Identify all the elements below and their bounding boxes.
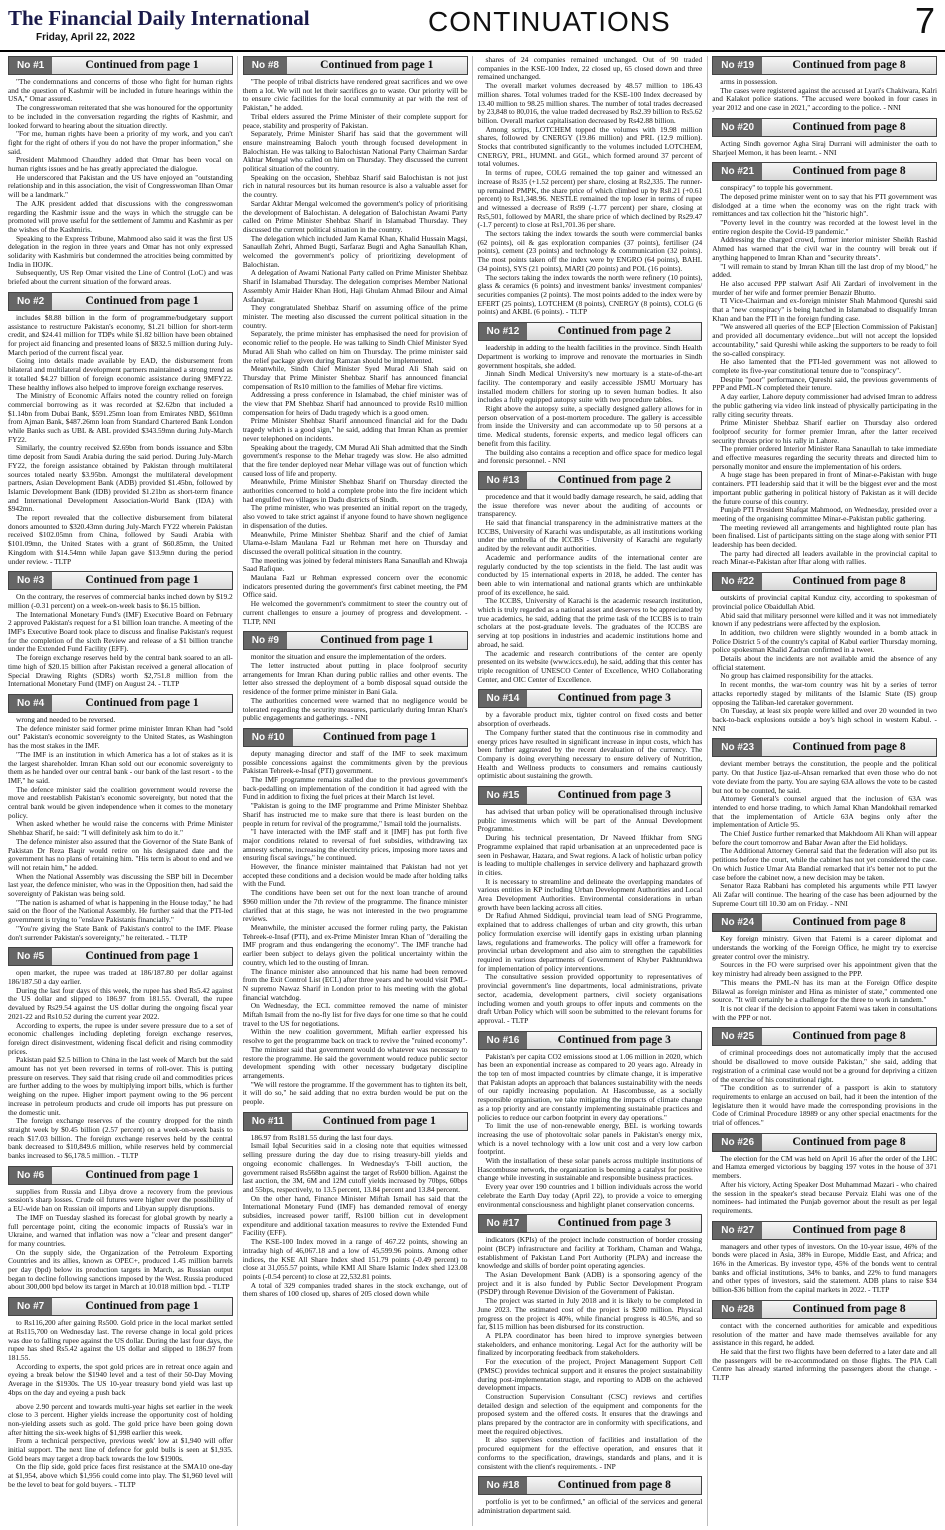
article-header [712, 1221, 937, 1240]
article-paragraph: During his technical presentation, Dr Naveed Iftikhar from SNG Programme explained that rapid urbanisation at an unprecedented pace is seen in Peshawar, Hazara, and Swat regions. A lack of holistic urban policy is leading to multiple challenges in service delivery and haphazard growth in cities. [477, 833, 703, 877]
article [712, 572, 937, 733]
article-paragraph: The academic and research contributions of the center are openly presented on its website (www.iccs.edu), he said, adding that this center has triple recognition of UNESCO Center of Excellence, WHO Collaborating Center, and OIC Center of Excellence. [477, 648, 703, 684]
article-paragraph: Sources in the FO were surprised over his appointment given that the key ministry had already been assigned to the PPP. [712, 960, 937, 979]
article-paragraph: includes $8.88 billion in the form of programme/budgetary support assistance to restructure Pakistan's economy, $1.21 billion for short-term credit, and $24.41 million for TDPs while $1.82 billion have been obtained for project aid financing and presented loans of $832.5 million during July-March period of the current fiscal year. [8, 312, 233, 357]
article-paragraph: Prime Minister Shehbaz Sharif announced financial aid for the Dadu tragedy which is a good sign," he said, adding that Imran Khan as premier never telephoned on incidents. [242, 416, 468, 443]
article-paragraph: Within the new coalition government, Miftah earlier expressed his resolve to get the programme back on track to revive the "ruined economy". [242, 1027, 468, 1046]
article-paragraph: On the supply side, the Organization of the Petroleum Exporting Countries and its allies, known as OPEC+, produced 1.45 million barrels per day (bpd) below its production targets in March, as Russian output began to decline following sanctions imposed by the West. Russia produced about 300,000 bpd below its target in March at 10.018 million bpd. - TLTP [8, 1247, 233, 1292]
article-paragraph: Similarly, the country received $2.69bn from bonds issuance and $3bn time deposit from Saudi Arabia during the said period. During July-March FY22, the foreign assistance obtained by Pakistan through multilateral sources totaled nearly $3.95bn. Amongst the multilateral development partners, Asian Development Bank (ADB) provided $1.45bn, followed by Islamic Development Bank (IDB) provided $1.21bn as short-term finance and International Development Association-World Bank (IDA) with $942mn. [8, 443, 233, 514]
article-header [243, 631, 468, 650]
article-paragraph: According to experts, the rupee is under severe pressure due to a set of economic challenges including depleting foreign exchange reserves, foreign direct disinvestment, widening fiscal deficit and rising commodity prices. [8, 1020, 233, 1056]
article-paragraph: Details about the incidents are not available amid the absence of any official statement. [712, 654, 937, 672]
article [478, 1214, 703, 1471]
article-number-badge: No #6 [9, 1167, 52, 1184]
article-paragraph: The cases were registered against the accused at Lyari's Chakiwara, Kalri and Kalakot police stations. "The accused were booked in four cases in year 2012 and one case in 2021," according to the police. - NNI [712, 85, 937, 113]
continued-from-label: Continued from page 3 [557, 1033, 671, 1046]
article-paragraph: The conditions have been set out for the next loan tranche of around $960 million under the 7th review of the programme. The finance minister clarified that at this stage, he was not interested in the two programme reviews. [242, 888, 468, 924]
article-paragraph: above 2.90 percent and towards multi-year highs set earlier in the week close to 3 percent. Higher yields increase the opportunity cost of holding non-yielding assets such as gold. The gold price have been going down after hitting the six-week highs of $1,998 earlier this week. [8, 1401, 233, 1437]
article [243, 631, 468, 723]
article-paragraph: The foreign exchange reserves held by the central bank soared to an all-time high of $20.15 billion after Pakistan received a general allocation of Special Drawing Rights (SDRs) worth $2,751.8 million from the International Monetary Fund (IMF) on August 24. - TLTP [8, 653, 233, 689]
continued-from-label: Continued from page 1 [85, 950, 199, 963]
article-paragraph: A PLPA coordinator has been hired to improve synergies between stakeholders, and enhance monitoring. Legal Act for the authority will be finalized by incorporating feedback from stakeholders. [477, 1331, 703, 1358]
article-paragraph: It is necessary to streamline and delineate the overlapping mandates of various entities in KP including Urban Development Authorities and Local Area Development Authorities. Environmental considerations in urban growth have been lacking across all cities. [477, 876, 703, 912]
article-paragraph: The defence minister said former prime minister Imran Khan had "sold out" Pakistan's economic sovereignty to the United States, as Washington has the most stakes in the IMF. [8, 723, 233, 751]
article-paragraph: In recent months, the war-torn country was hit by a series of terror attacks reportedly staged by militants of the Islamic State (IS) group opposing the Taliban-led caretaker government. [712, 680, 937, 707]
article-header [712, 56, 937, 75]
article-number-badge: No #22 [713, 573, 762, 590]
article-paragraph: In addition, two children were slightly wounded in a bomb attack in Police District 5 of the country's capital of Kabul earlier Thursday morning, police spokesman Khalid Zadran confirmed in a tweet. [712, 627, 937, 655]
continued-from-label: Continued from page 2 [557, 473, 671, 486]
article [712, 1300, 937, 1383]
article-paragraph: The IMF programme remains stalled due to the previous government's back-pedalling on implementation of the condition it had agreed with the Fund in addition to fixing the fuel prices at their March 1st level. [242, 775, 468, 802]
article-paragraph: He underscored that Pakistan and the US have enjoyed an "outstanding relationship and in this association, the visit of Congresswoman Ilhan Omar will be a landmark." [8, 172, 233, 200]
article-header [712, 1300, 937, 1319]
article-paragraph: Subsequently, US Rep Omar visited the Line of Control (LoC) and was briefed about the current situation of the forward areas. [8, 268, 233, 287]
article-header [712, 913, 937, 932]
article-header [8, 56, 233, 75]
continued-from-label: Continued from page 2 [557, 325, 671, 338]
article-header [712, 162, 937, 181]
article-paragraph: A total of 329 companies traded shares in the stock exchange, out of them shares of 100 closed up, shares of 205 closed down while [242, 1280, 468, 1299]
article-number-badge: No #23 [713, 739, 762, 756]
article [712, 738, 937, 908]
article-paragraph: The sectors taking the index towards the south were commercial banks (62 points), oil & gas exploration companies (37 points), fertiliser (24 points), cement (23 points) and technology & communication (32 points). The most points taken off the index were by ENGRO (64 points), BAHL (34 points), SYS (21 points), MARI (20 points) and POL (16 points). [477, 229, 703, 273]
article [478, 56, 703, 317]
article-paragraph: A delegation of Awami National Party called on Prime Minister Shehbaz Sharif in Islamabad Thursday. The delegation comprises Member National Assembly Amir Haider Khan Hoti, Haji Ghulam Ahmad Bilour and Aimal Asfandyar. [242, 268, 468, 304]
continued-from-label: Continued from page 1 [85, 574, 199, 587]
article-paragraph: Ismail Iqbal Securities said in a closing note that equities witnessed selling pressure during the day due to rising treasury-bill yields and ongoing economic challenges. In Wednesday's T-bill auction, the government raised Rs568bn against the target of Rs600 billion. Against the last auction, the 3M, 6M and 12M cutoff yields increased by 70bps, 60bps and 55bps, respectively, to 13.5 percent, 13.84 percent and 13.84 percent. [242, 1141, 468, 1194]
article [712, 162, 937, 567]
continued-from-label: Continued from page 1 [320, 634, 434, 647]
continued-from-label: Continued from page 8 [792, 1030, 906, 1043]
article-paragraph: He also accused PPP stalwart Asif Ali Zardari of involvement in the murder of her wife and former premier Benazir Bhutto. [712, 278, 937, 297]
article-paragraph: On the other hand, Finance Minister Miftah Ismail has said that the International Monetary Fund (IMF) has demanded removal of energy subsidies, increased power tariff, Rs100 billion cut in development expenditure and additional taxation measures to revive the Extended Fund Facility (EFF). [242, 1193, 468, 1238]
continued-from-label: Continued from page 8 [792, 1302, 906, 1315]
article-paragraph: Punjab PTI President Shafqat Mahmood, on Wednesday, presided over a meeting of the organising committee Minar-e-Pakistan public gathering. [712, 505, 937, 523]
article-paragraph: He welcomed the government's commitment to steer the country out of current challenges to ensure a journey of progress and development. - TLTP, NNI [242, 599, 468, 626]
continued-from-label: Continued from page 1 [322, 730, 437, 743]
article-paragraph: The defence minister also assured that the Governor of the State Bank of Pakistan Dr Reza Baqir would retire on his designated date and the government has no plans of retaining him. "His term is about to end and we will not retain him," he added. [8, 836, 233, 872]
article-paragraph: contact with the concerned authorities for amicable and expeditious resolution of the matter and have made themselves available for any assistance in this regard, he added. [712, 1320, 937, 1348]
article-number-badge: No #9 [244, 632, 287, 649]
article-paragraph: arms in possession. [720, 77, 778, 86]
continued-from-label: Continued from page 1 [85, 1300, 199, 1313]
article-paragraph: The consultative session provided opportunity to representatives of provincial government's line departments, local administrations, private sector, academia, development partners, civil society organisations including women and youth groups to offer inputs and comments on the draft Urban Policy which will soon be submitted to the relevant forums for approval. - TLTP [477, 972, 703, 1025]
article-header [8, 694, 233, 713]
article [243, 728, 468, 1107]
article-paragraph: monitor the situation and ensure the implementation of the orders. [250, 652, 447, 662]
article-header [8, 1166, 233, 1185]
article-paragraph: "This means the PML-N has its man at the Foreign Office despite Bilawal as foreign minister and Hina as minister of state," commented one source. "It will certainly be a challenge for the three to work in tandem." [712, 977, 937, 1005]
article-paragraph: "The condemnations and concerns of those who fight for human rights and the question of Kashmir will be included in future hearings within the USA," Omar assured. [8, 77, 233, 104]
article [8, 1166, 233, 1292]
article-number-badge: No #24 [713, 914, 762, 931]
article-number-badge: No #4 [9, 695, 52, 712]
article-header [712, 1133, 937, 1152]
article-paragraph: Maulana Fazl ur Rehman expressed concern over the economic indicators presented during the government's first cabinet meeting, the PM Office said. [242, 573, 468, 600]
article-paragraph: Prime Minister Shehbaz Sharif earlier on Thursday also ordered foolproof security for former premier Imran, after the latter received security threats prior to his rally in Lahore. [712, 418, 937, 445]
article-header [712, 738, 937, 757]
article-paragraph: The defence minister said the coalition government would reverse the move and reestablish Pakistan's economic sovereignty, but noted that the central bank would be given independence when it comes to the monetary policy. [8, 784, 233, 820]
article-number-badge: No #28 [713, 1301, 762, 1318]
article-paragraph: Every year over 190 countries and 1 billion individuals across the world celebrate the Earth Day today (April 22), to provide a voice to emerging environmental consciousness and highlight planet conservation concerns. [477, 1182, 703, 1209]
article-paragraph: For the execution of the project, Project Management Support Cell (PMSC) provides technical support and it ensures the project sustainability during post-implementation stage, and reporting to ADB on the achieved development impacts. [477, 1357, 703, 1393]
article-paragraph: Among scrips, LOTCHEM topped the volumes with 19.98 million shares, followed by CNERGY (19.86 million) and PRL (12.9 million). Stocks that contributed significantly to the volumes included LOTCHEM, CNERGY, PRL, HUMNL and GGL, which formed around 37 percent of total volumes. [477, 124, 703, 169]
article-paragraph: "We will restore the programme. If the government has to tighten its belt, it will do so," he said adding that no extra burden would be put on the people. [242, 1079, 468, 1107]
article-paragraph: The ICCBS, University of Karachi is the academic research institution, which is truly regarded as a national asset and deserves to be appreciated by true academics, he said, adding that the prime task of the ICCBS is to train scholars at the post-graduate levels. The graduates of the ICCBS are serving at top positions in industries and academic institutions home and abroad, he said. [477, 596, 703, 649]
article-paragraph: indicators (KPIs) of the project include construction of border crossing point (BCP) infrastructure and facility at Torkham, Chaman and Wahga, establishment of Pakistan Land Port Authority (PLPA) and increase the knowledge and skills of border point operating agencies. [477, 1235, 703, 1271]
article-paragraph: However, the finance minister maintained that Pakistan had not yet accepted these conditions and a decision would be made after holding talks with the Fund. [242, 862, 468, 889]
article-paragraph: "The condition as to surrender of a passport is akin to statutory requirements to enlarge an accused on bail, had it been the intention of the legislature then it would have made the corresponding provisions in the Code of Criminal Procedure 18989 or any other special enactments for the trial of offences." [712, 1083, 937, 1128]
article [712, 56, 937, 113]
article-paragraph: Meanwhile, Prime Minister Shehbaz Sharif on Thursday directed the authorities concerned to hold a complete probe into the fire incident which had engulfed two villages in Dadu districts of Sindh. [242, 477, 468, 504]
article-number-badge: No #13 [479, 472, 528, 489]
article-number-badge: No #16 [479, 1032, 528, 1049]
article-paragraph: The premier ordered Interior Minister Rana Sanaullah to take immediate and effective measures regarding the security threats and directed him to personally monitor and ensure the implementation of his orders. [712, 444, 937, 471]
article-header [8, 571, 233, 590]
article-paragraph: The foreign exchange reserves of the country dropped for the ninth straight week by $0.45 billion (2.57 percent) on a week-on-week basis to reach $17.03 billion. The foreign exchange reserves held by the central bank decreased to $10,849.6 million, while reserves held by commercial banks increased to $6,178.5 million. - TLTP [8, 1116, 233, 1161]
article-paragraph: The letter instructed about putting in place foolproof security arrangements for Imran Khan during public rallies and other events. The letter also stressed the deployment of a bomb disposal squad outside the residence of the former prime minister in Bani Gala. [242, 661, 468, 697]
article [478, 689, 703, 781]
article-paragraph: Speaking to the Express Tribune, Mahmood also said it was the first US delegation in the region in three years and Omar has not only expressed solidarity with Kashmiris but condemned the atrocities being committed by India in IIOJK. [8, 233, 233, 269]
article-paragraph: Pakistan paid $2.5 billion to China in the last week of March but the said amount has not yet been reversed in terms of roll-over. This is putting pressure on reserves. They said that rising crude oil and commodities prices are further adding to the woes by multiplying import bills, which is further weighing on the rupee. Higher import payment owing to the 96 percent increase in petroleum products and crude oil imports has put pressure on the domestic unit. [8, 1055, 233, 1117]
continued-from-label: Continued from page 1 [322, 1114, 436, 1127]
continued-from-label: Continued from page 3 [557, 692, 671, 705]
article [478, 322, 703, 466]
continued-from-label: Continued from page 8 [792, 120, 906, 133]
article [8, 947, 233, 1160]
article-header [478, 689, 703, 708]
article-paragraph: "The nation is ashamed of what is happening in the House today," he had said on the floor of the National Assembly. He further said that the PTI-led government is trying to "enslave Pakistanis financially." [8, 897, 233, 925]
article-number-badge: No #1 [9, 57, 52, 74]
article-paragraph: Senator Raza Rabbani has completed his arguments while PTI lawyer Ali Zafar will continue. The hearing of the case has been adjourned by the Supreme Court till 10.30 am on Friday. - NNI [712, 881, 937, 908]
article-paragraph: The International Monetary Fund's (IMF) Executive Board on February 2 approved Pakistan's request for a $1 billion loan tranche. A meeting of the IMF's Executive Board took place to discuss and finalise Pakistan's request for the completion of the sixth Review and release of a $1 billion tranche under the Extended Fund Facility (EFF). [8, 609, 233, 654]
article-paragraph: The finance minister also announced that his name had been removed from the Exit Control List (ECL) after three years and he would visit PML-N supremo Nawaz Sharif in London prior to his meeting with the global financial watchdog. [242, 966, 468, 1002]
article [8, 694, 233, 942]
article-header [478, 322, 703, 341]
article-paragraph: When the National Assembly was discussing the SBP bill in December last year, the defence minister, who was in the Opposition then, had said the sovereignty of Pakistan was being sold. [8, 871, 233, 899]
continued-from-label: Continued from page 8 [792, 1135, 906, 1148]
article-paragraph: When asked whether he would raise the concerns with Prime Minister Shehbaz Sharif, he said: "I will definitely ask him to do it." [8, 819, 233, 838]
article-paragraph: procedence and that it would badly damage research, he said, adding that the issue therefore was never about the auditing of accounts or transparency. [477, 491, 703, 519]
article-paragraph: by a favorable product mix, tighter control on fixed costs and better absorption of overheads. [477, 710, 703, 729]
article-paragraph: The election for the CM was held on April 16 after the order of the LHC and Hamza emerged victorious by bagging 197 votes in the house of 371 members. [712, 1153, 937, 1181]
article [478, 471, 703, 684]
article-header [8, 947, 233, 966]
continued-from-label: Continued from page 8 [792, 916, 906, 929]
article [8, 1403, 233, 1490]
continued-from-label: Continued from page 8 [792, 575, 906, 588]
article-number-badge: No #21 [713, 163, 762, 180]
article-paragraph: leadership in adding to the health facilities in the province. Sindh Health Department is working to improve and renovate the mortuaries in Sindh government hospitals, she added. [477, 343, 703, 370]
article-paragraph: Addressing the charged crowd, former interior minister Sheikh Rashid Ahmed has warned that the civil war in the country will break out if anything happened to Imran Khan and "security threats". [712, 235, 937, 262]
article-paragraph: The minister said that government would do whatever was necessary to restore the programme. He said the government would reduce public sector development spending with other necessary budgetary discipline arrangements. [242, 1044, 468, 1080]
article-number-badge: No #26 [713, 1134, 762, 1151]
article-paragraph: 186.97 from Rs181.55 during the last four days. [250, 1132, 393, 1142]
article-paragraph: deviant member betrays the constitution, the people and the political party. On that Justice Ijaz-ul-Ahsan remarked that even those who do not vote deviate from the party. You are saying 63A allows the vote to be casted but not to be counted, he said. [712, 759, 937, 795]
article-paragraph: The authorities concerned were warned that no negligence would be tolerated regarding the security measures, particularly during Imran Khan's public engagements and gatherings. - NNI [242, 695, 468, 723]
article-paragraph: Dr Rafiud Ahmed Siddiqui, provincial team lead of SNG Programme, explained that to address challenges of urban and city growth, this urban policy formulation exercise will identify gaps in existing urban planning laws, regulations and frameworks. The policy will offer a framework for provincial urban development and also aim to strengthen the capabilities required in various departments of Government of Khyber Pakhtunkhwa for implementation of policy interventions. [477, 911, 703, 973]
article-paragraph: wrong and needed to be reversed. [16, 715, 116, 724]
article-paragraph: It also supervises construction of facilities and installation of the procured equipment for the effective operation, and ensures that it conforms to the specification, drawings, standards and plans, and it is consistent with the client's requirements. - INP [477, 1435, 703, 1471]
article [478, 1476, 703, 1515]
article-paragraph: The building also contains a reception and office space for medico legal and forensic personnel. - NNI [477, 447, 703, 466]
article-paragraph: A huge stage has been prepared in front of Minar-e-Pakistan with huge containers. PTI leadership said that it will be the biggest ever and the most important public gathering in political history of Pakistan as it will decide the future course of this country. [712, 470, 937, 506]
article-paragraph: The Ministry of Economic Affairs noted the country relied on foreign commercial borrowing as it was recorded at $2.62bn that included a $1.14bn from Dubai Bank, $591.25mn loan from Emirates NBD, $610mn from Ajman Bank, $487.26mn loan from Standard Chartered Bank London while Banks such as UBL & ABL provided $343.59mn during July-March FY22. [8, 391, 233, 444]
article-paragraph: Attorney General's counsel argued that the inclusion of 63A was intended to end horse trading, to which Jamal Khan Mandokhail remarked that the implementation of Article 63A begins only after the implementation of Article 95. [712, 794, 937, 830]
continued-from-label: Continued from page 1 [85, 1168, 199, 1181]
article-number-badge: No #12 [479, 323, 528, 340]
article [478, 786, 703, 1026]
article-number-badge: No #5 [9, 948, 52, 965]
article-number-badge: No #3 [9, 572, 52, 589]
article-paragraph: shares of 24 companies remained unchanged. Out of 90 traded companies in the KSE-100 Index, 22 closed up, 65 closed down and three remained unchanged. [477, 55, 703, 82]
article-paragraph: The Company further stated that the continuous rise in commodity and energy prices have resulted in significant increase in input costs, which has been further aggravated by the recent devaluation of the currency. The Company is doing everything necessary to ensure delivery of Nutrition, Health and Wellness products to consumers and remains cautiously optimistic about sustaining the growth. [477, 727, 703, 781]
article-paragraph: "For me, human rights have been a priority of my work, and you can't fight for the right of others if you do not have the proper information," she said. [8, 129, 233, 156]
article-paragraph: In terms of rupee, COLG remained the top gainer and witnessed an increase of Rs35 (+1.52 percent) per share, closing at Rs2,335. The runner-up remained PMPK, the share price of which climbed up by Rs8.21 (+0.61 percent) to Rs1,348.96. NESTLE remained the top loser in terms of rupee and witnessed a decrease of Rs99 (-1.77 percent) per share, closing at Rs5,501, followed by MARI, the share price of which declined by Rs29.47 (-1.7 percent) to close at Rs1,701.36 per share. [477, 168, 703, 230]
article-paragraph: During the last four days of this week, the rupee has shed Rs5.42 against the US dollar and slipped to 186.97 from 181.55. Overall, the rupee devalued by Rs29.54 against the US dollar during the ongoing fiscal year 2021-22 and Rs10.52 during the current year 2022. [8, 985, 233, 1021]
article-paragraph: Meanwhile, Sindh Chief Minister Syed Murad Ali Shah said on Thursday that Prime Minister Shehbaz Sharif has announced financial compensation of Rs10 million to the families of Mehar fire victims. [242, 364, 468, 391]
continued-from-label: Continued from page 8 [792, 165, 906, 178]
article-paragraph: Acting Sindh governor Agha Siraj Durrani will administer the oath to Sharjeel Memon, it has been learnt. - NNI [712, 138, 937, 157]
article-paragraph: The IMF on Tuesday slashed its forecast for global growth by nearly a full percentage point, citing the economic impacts of Russia's war in Ukraine, and warned that inflation was now a "clear and present danger" for many countries. [8, 1212, 233, 1248]
article-paragraph: After his victory, Acting Speaker Dost Muhammad Mazari - who chaired the session in the speaker's stead because Pervaiz Elahi was one of the nominees- had intimated the Punjab governor about the result as per legal requirements. [712, 1179, 937, 1215]
article-paragraph: Key foreign ministry. Given that Fatemi is a career diplomat and understands the working of the Foreign Office, he might try to exercise greater control over the ministry. [712, 934, 937, 961]
article-paragraph: The congresswoman reiterated that she was honoured for the opportunity to be included in the conversation regarding the rights of Kashmir, and looked forward to hearing about the situation directly. [8, 103, 233, 130]
article-paragraph: Speaking about the tragedy, CM Murad Ali Shah admitted that the Sindh government's response to the Mehar tragedy was slow. He also admitted that the fire tender deployed near Mehar village was out of function which caused loss of life and property. [242, 442, 468, 478]
article [712, 1027, 937, 1127]
article-header [478, 1031, 703, 1050]
article-paragraph: "We answered all queries of the ECP [Election Commission of Pakistan] and provided all documentary evidence...but will not accept the lopsided accountability," said Qureshi while asking the supporters to be ready to foil the so-called conspiracy. [712, 322, 937, 358]
continued-from-label: Continued from page 1 [85, 294, 199, 307]
article-paragraph: Going into details made available by EAD, the disbursement from bilateral and multilateral development partners maintained a strong trend as it totalled $4.27 billion of foreign economic assistance during 9MFY22. These healthy inflows also helped to improve foreign exchange reserves. [8, 356, 233, 392]
article-paragraph: Abid said that military personnel were killed and it was not immediately known if any pedestrians were affected by the explosion. [712, 610, 937, 629]
article-header [478, 1214, 703, 1233]
continued-from-label: Continued from page 3 [557, 1217, 671, 1230]
article-number-badge: No #27 [713, 1222, 762, 1239]
article-paragraph: Separately, Prime Minister Sharif has said that the government will ensure mainstreaming Baloch youth through focused development in Balochistan. He was talking to Balochistan National Party Chairman Sardar Akhtar Mengal who called on him on Thursday. They discussed the current political situation of the country. [242, 129, 468, 174]
article-header [8, 292, 233, 311]
article-paragraph: The report revealed that the collective disbursement from bilateral donors amounted to $320.43mn during July-March FY22 wherein Pakistan received $102.05mn from China, followed by Saudi Arabia with $101.09mn, the United States with a grant of $60.85mn, the United Kingdom with $14.54mn while Japan gave $13.9mn during the period under review. - TLTP [8, 513, 233, 566]
article-paragraph: "I will remain to stand by Imran Khan till the last drop of my blood," he added. [712, 261, 937, 280]
article-header [478, 1476, 703, 1495]
article-number-badge: No #18 [479, 1477, 528, 1494]
article-paragraph: The meeting was joined by federal ministers Rana Sanaullah and Khwaja Saad Rafique. [242, 555, 468, 574]
article-paragraph: The Asian Development Bank (ADB) is a sponsoring agency of the project and it is also funded by Public Sector Development Program (PSDP) through Revenue Division of the Government of Pakistan. [477, 1270, 703, 1297]
article-header [478, 786, 703, 805]
article-number-badge: No #20 [713, 119, 762, 136]
article-paragraph: They congratulated Shehbaz Sharif on assuming office of the prime minister. The meeting also discussed the current political situation in the country. [242, 303, 468, 330]
article-paragraph: He also lamented that the PTI-led government was not allowed to complete its five-year constitutional tenure due to "conspiracy". [712, 357, 937, 375]
article [478, 1031, 703, 1210]
continued-from-label: Continued from page 1 [85, 59, 199, 71]
section-title: CONTINUATIONS [428, 6, 671, 37]
article-paragraph: Despite "poor" performance, Qureshi said, the previous governments of PPP and PML-N completed their tenure. [712, 374, 937, 393]
article-paragraph: The sectors taking the index towards the north were refinery (10 points), glass & ceramics (6 points) and investment banks/ investment companies/ securities companies (2 points). The most points added to the index were by EFERT (25 points), LOTCHEM (8 points), CNERGY (8 points), COLG (6 points) and AKBL (6 points). - TLTP [477, 272, 703, 317]
article [8, 56, 233, 287]
article-number-badge: No #25 [713, 1028, 762, 1045]
article-paragraph: "Poverty level in the country was recorded at the lowest level in the entire region despite the Covid-19 pandemic." [712, 218, 937, 236]
article-paragraph: of criminal proceedings does not automatically imply that the accused should be disallowed to move outside Pakistan," she said, adding that registration of a criminal case would not be a ground for depriving a citizen of the exercise of his constitutional right. [712, 1048, 937, 1084]
article-columns [8, 56, 937, 1526]
article-paragraph: The Chief Justice further remarked that Makhdoom Ali Khan will appear before the court tomorrow and Babar Awan after the Eid holidays. [712, 829, 937, 847]
article-paragraph: Separately, the prime minister has emphasised the need for provision of economic relief to the people. He was talking to Sindh Chief Minister Syed Murad Ali Shah who called on him on Thursday. The prime minister said the relief package given during Ramzan should be implemented. [242, 329, 468, 365]
article-paragraph: On Tuesday, at least six people were killed and over 20 wounded in two back-to-back explosions outside a boy's high school in western Kabul. - NNI [712, 706, 937, 733]
article-paragraph: It is not clear if the decision to appoint Fatemi was taken in consultations with the PPP or not. [712, 1003, 937, 1022]
article [712, 1133, 937, 1216]
article-number-badge: No #10 [244, 729, 293, 746]
article-number-badge: No #7 [9, 1298, 52, 1315]
page-number: 7 [914, 0, 935, 41]
continued-from-label: Continued from page 8 [792, 59, 906, 71]
article-paragraph: He said that the first two flights have been deferred to a later date and all the passengers will be re-accommodated on those flights. The PIA Call Centre has already started informing the passengers about the change. - TLTP [712, 1346, 937, 1383]
article-paragraph: deputy managing director and staff of the IMF to seek maximum possible concessions against the commitments given by the previous Pakistan Tehreek-e-Insaf (PTI) government. [242, 748, 468, 776]
article-header [8, 1297, 233, 1316]
article-paragraph: portfolio is yet to be confirmed," an official of the services and general administration department said. [477, 1497, 703, 1515]
article [712, 913, 937, 1022]
article-paragraph: managers and other types of investors. On the 10-year issue, 46% of the bonds were placed in Asia, 38% in Europe, Middle East, and Africa; and 16% in the Americas. By investor type, 45% of the bonds went to central banks and official institutions, 34% to banks, and 22% to fund managers and other types of investors, said the statement. ADB plans to raise $34 billion-$36 billion from the capital markets in 2022. - TLTP [712, 1241, 937, 1295]
article-paragraph: Right above the autopsy suite, a specially designed gallery allows for in person observation of a post-mortem procedure. The gallery is accessible from inside the University and can accommodate up to 50 persons at a time. Medical students, forensic experts, and medico legal officers can benefit from this facility. [477, 404, 703, 448]
continued-from-label: Continued from page 8 [792, 741, 906, 754]
article-paragraph: The prime minister, who was presented an initial report on the tragedy, also vowed to take strict against if anyone found to have shown negligence in dispensation of the duties. [242, 503, 468, 530]
article-header [243, 728, 468, 747]
article [712, 1221, 937, 1295]
article-header [712, 1027, 937, 1046]
article [8, 571, 233, 689]
article-paragraph: From a technical perspective, previous week' low at $1,940 will offer initial support. The next line of defence for gold bulls is seen at $1,935. Gold bears may target a drop back towards the low $1900s. [8, 1436, 233, 1463]
article-paragraph: The AJK president added that discussions with the congresswoman regarding the Kashmir issue and the ways in which the struggle can be promoted will prove useful for the settlement of Jammu and Kashmir as per the wishes of the Kashmiris. [8, 198, 233, 234]
article-header [712, 118, 937, 137]
article-paragraph: Tribal elders assured the Prime Minister of their complete support for peace, stability and prosperity of Pakistan. [242, 111, 468, 130]
article-paragraph: President Mahmood Chaudhry added that Omar has been vocal on human rights issues and he has greatly appreciated the dialogue. [8, 155, 233, 174]
article-paragraph: Academic and performance audits of the international center are regularly conducted by the top scientists in the field. The last audit was conducted by 15 international experts in 2018, he added. The center has been able to win international and national grants which are unthinkable proof of its excellence, he said. [477, 552, 703, 597]
article-paragraph: "I have interacted with the IMF staff and it [IMF] has put forth five major conditions related to reversal of fuel subsidies, withdrawing tax amnesty scheme, increasing the electricity prices, imposing more taxes and ensuring fiscal savings," he continued. [242, 827, 468, 863]
article-paragraph: According to experts, the spot gold prices are in retreat once again and eyeing a break below the $1940 level and a test of their 50-Day Moving Average in the $1930s. The US 10-year treasury bond yield was last up 4bps on the day and eyeing a push back [8, 1361, 233, 1397]
article-paragraph: To limit the use of non-renewable energy, BEL is working towards increasing the use of photovoltaic solar panels in Pakistan's energy mix, which is a novel technology with a low unit cost and a very low carbon footprint. [477, 1121, 703, 1157]
article-paragraph: "The IMF is an institution in which America has a lot of stakes as it is the largest shareholder. Imran Khan sold out our economic sovereignty to them as he handed over our central bank - our bank of the last resort - to the IMF," he said. [8, 749, 233, 785]
article-number-badge: No #2 [9, 293, 52, 310]
article-paragraph: has advised that urban policy will be operationalised through inclusive public investments which will be part of the Annual Development Programme. [477, 807, 703, 834]
article-paragraph: The Additional Attorney General said that the federation will also put its petitions before the court, while the cabinet has not yet considered the case. On which Justice Umar Ata Bandial remarked that it's better not to put the case before the cabinet now, a new decision may be taken. [712, 846, 937, 882]
article-header [712, 572, 937, 591]
article-paragraph: supplies from Russia and Libya drove a recovery from the previous session's sharp losses. Crude oil futures were higher over the possibility of a EU-wide ban on Russian oil imports and Libyan supply disruptions. [8, 1186, 233, 1214]
article-paragraph: The party had directed all leaders available in the provincial capital to reach Minar-e-Pakistan after Iftar along with rallies. [712, 548, 937, 567]
article-paragraph: Jinnah Sindh Medical University's new mortuary is a state-of-the-art facility. The contemporary and easily accessible JSMU Mortuary has installed modern chillers for storing up to seven human bodies. It also includes a fully equipped autopsy suite with two procedure tables. [477, 369, 703, 405]
article-number-badge: No #11 [244, 1113, 292, 1130]
article-paragraph: Sardar Akhtar Mengal welcomed the government's policy of prioritising the development of Balochistan. A delegation of Balochistan Awami Party called on Prime Minister Shehbaz Sharif in Islamabad Thursday. They discussed the current political situation in the country. [242, 198, 468, 234]
article-paragraph: On Wednesday, the ECL committee removed the name of minister Miftah Ismail from the no-fly list for five days for one time so that he could travel to the US for negotiations. [242, 1001, 468, 1028]
article-number-badge: No #15 [479, 787, 528, 804]
article-number-badge: No #8 [244, 57, 287, 74]
article-paragraph: open market, the rupee was traded at 186/187.80 per dollar against 186/187.50 a day earlier. [8, 968, 233, 986]
article-paragraph: With the installation of these solar panels across multiple institutions of Hascombusse network, the organization is becoming a catalyst for positive change while investing in sustainable and responsible business practices. [477, 1156, 703, 1183]
article-paragraph: The overall market volumes decreased by 48.57 million to 186.43 million shares. Total volumes traded for the KSE-100 Index decreased by 13.40 million to 98.25 million shares. The number of total trades decreased by 23,848 to 80,016, the value traded decreased by Rs2.39 billion to Rs5.62 billion. Overall market capitalisation decreased by Rs42.88 billion. [477, 81, 703, 125]
continued-from-label: Continued from page 1 [320, 59, 434, 71]
article-number-badge: No #14 [479, 690, 528, 707]
article-paragraph: "You're giving the State Bank of Pakistan's control to the IMF. Please don't surrender Pakistan's sovereignty," he reiterated. - TLTP [8, 923, 233, 942]
article-header [243, 1112, 468, 1131]
article-paragraph: He said that financial transparency in the administrative matters at the ICCBS, University of Karachi was undisputable, as all institutions working under the umbrella of the ICCBS - University of Karachi are regularly audited by the relevant audit authorities. [477, 518, 703, 554]
article-paragraph: The deposed prime minister went on to say that his PTI government was dislodged at a time when the economy was on the right track with remittances and tax collection hit the "historic high". [712, 191, 937, 219]
article-paragraph: The project was started in July 2018 and it is likely to be completed in June 2023. The estimated cost of the project is $200 million. Physical progress on the project is 40%, while financial progress is 40.5%, and so far, $115 million has been disbursed for its construction. [477, 1296, 703, 1332]
article-paragraph: Construction Supervision Consultant (CSC) reviews and certifies detailed design and selection of the equipment and components for the proposed system and the offered costs. It ensures that the drawings and plans prepared by the contractor are in conformity with specifications, and meet the required objectives. [477, 1391, 703, 1436]
article-paragraph: Addressing a press conference in Islamabad, the chief minister was of the view that PM Shehbaz Sharif had announced to provide Rs10 million compensation for heirs of Dadu tragedy which is a good omen. [242, 390, 468, 417]
article-paragraph: No group has claimed responsibility for the attacks. [720, 671, 873, 681]
article-paragraph: The meeting reviewed all arrangements and highlighted route plan has been finalised. List of participants sitting on the stage along with senior PTI leadership has been decided. [712, 522, 937, 550]
article-paragraph: "The people of tribal districts have rendered great sacrifices and we owe them a lot. We will not let their sacrifices go to waste. Our priority will be to ensure civic facilities for the local community at par with the rest of Pakistan," he added. [242, 77, 468, 113]
article [8, 292, 233, 566]
article [243, 1112, 468, 1299]
article-paragraph: A day earlier, Lahore deputy commissioner had advised Imran to address the public gathering via video link instead of physically participating in the rally citing security threats. [712, 392, 937, 419]
article-number-badge: No #19 [713, 57, 762, 74]
article-paragraph: TI Vice-Chairman and ex-foreign minister Shah Mahmood Qureshi said that a "new conspiracy" is being hatched in Islamabad to disqualify Imran Khan and ban the PTI in the foreign funding case. [712, 296, 937, 323]
article-paragraph: "Pakistan is going to the IMF programme and Prime Minister Shehbaz Sharif has instructed me to make sure that there is least burden on the people in return for revival of the programme," Ismail told the journalists. [242, 801, 468, 828]
article-paragraph: The delegation which included Jam Kamal Khan, Khalid Hussain Magsi, Sanaullah Zehri, Ahmed Bugti, Sarfaraz Bugti and Agha Sanaullah Khan, welcomed the government's policy of prioritizing development of Balochistan. [242, 233, 468, 269]
article-header [243, 56, 468, 75]
masthead [0, 0, 945, 52]
article-paragraph: The KSE-100 Index moved in a range of 467.22 points, showing an intraday high of 46,067.18 and a low of 45,599.96 points. Among other indices, the KSE All Share Index shed 151.79 points (-0.49 percent) to close at 31,055.57 points, while KMI All Share Islamic Index shed 123.08 points (-0.54 percent) to close at 22,532.81 points. [242, 1237, 468, 1281]
article [243, 56, 468, 626]
issue-date: Friday, April 22, 2022 [36, 32, 135, 43]
article-number-badge: No #17 [479, 1215, 528, 1232]
article-header [478, 471, 703, 490]
article-paragraph: On the flip side, gold price faces first resistance at the SMA10 one-day at $1,954, above which $1,956 could come into play. The $1,960 level will be the level to beat for gold buyers. - TLTP [8, 1462, 233, 1489]
article-paragraph: conspiracy" to topple his government. [720, 183, 833, 193]
article-paragraph: Pakistan's per capita CO2 emissions stood at 1.06 million in 2020, which has been an exponential increase as compared to 20 years ago. Already in the top ten of most impacted countries by climate change, it is imperative that Pakistan adopts an approach that balances sustainability with the needs of our rapidly increasing population. At Hascombusse, as a socially responsible organisation, we take mitigating the impacts of climate change as a top priority and are constantly implementing sustainable practices and policies to reduce our carbon footprint in every day operations." [477, 1051, 703, 1122]
continued-from-label: Continued from page 8 [792, 1223, 906, 1236]
article-paragraph: Speaking on the occasion, Shehbaz Sharif said Balochistan is not just rich in natural resources but its human resource is also a valuable asset for the country. [242, 172, 468, 200]
article-paragraph: to Rs116,200 after gaining Rs500. Gold price in the local market settled at Rs115,700 on Wednesday last. The reverse change in local gold prices was due to falling rupee against the US dollar. During the last four days, the rupee has shed Rs5.42 against the US dollar and slipped to 186.97 from 181.55. [8, 1318, 233, 1362]
continued-from-label: Continued from page 1 [85, 697, 199, 709]
article [8, 1297, 233, 1397]
article [712, 118, 937, 157]
article-paragraph: On the contrary, the reserves of commercial banks inched down by $19.2 million (-0.31 percent) on a week-on-week basis to $6.15 billion. [8, 592, 233, 610]
continued-from-label: Continued from page 8 [557, 1479, 671, 1492]
article-paragraph: outskirts of provincial capital Kunduz city, according to spokesman of provincial police Obaidullah Abid. [712, 593, 937, 611]
article-paragraph: Meanwhile, the minister accused the former ruling party, the Pakistan Tehreek-e-Insaf (PTI), and ex-Prime Minister Imran Khan of "derailing the IMF program and thus endangering the economy". The IMF tranche had earlier been subject to delays given the political uncertainty within the country, which led to the ousting of Imran. [242, 922, 468, 967]
article-paragraph: Meanwhile, Prime Minister Shehbaz Sharif and the chief of Jamiat Ulama-e-Islam Maulana Fazl ur Rehman met here on Thursday and discussed the overall political situation in the country. [242, 529, 468, 556]
continued-from-label: Continued from page 3 [557, 789, 671, 802]
newspaper-name: The Financial Daily International [8, 6, 310, 30]
